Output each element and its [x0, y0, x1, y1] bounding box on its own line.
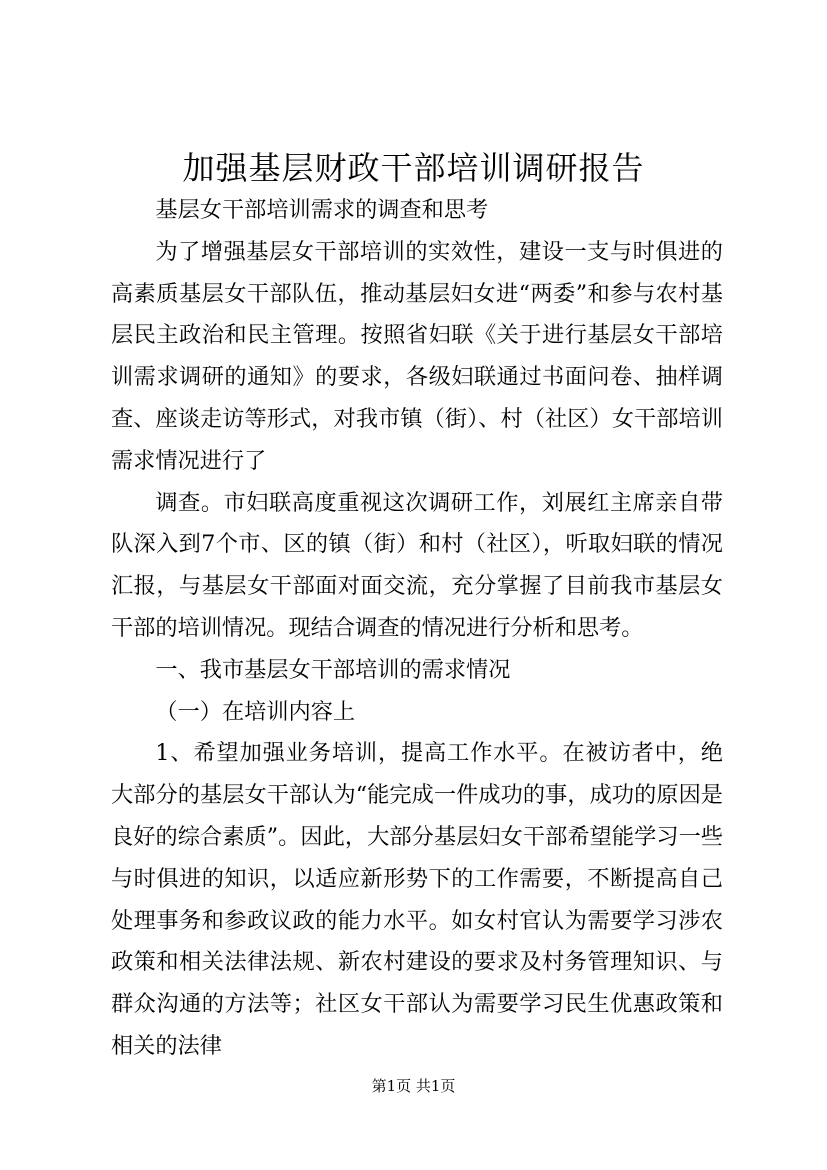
document-body — [111, 190, 723, 1068]
subsection-heading: （一）在培训内容上 — [155, 698, 356, 725]
page-footer: 第1页 共1页 — [371, 1077, 456, 1095]
document-title: 加强基层财政干部培训调研报告 — [182, 149, 645, 187]
body-paragraph: 为了增强基层女干部培训的实效性，建设一支与时俱进的高素质基层女干部队伍，推动基层妇女进“两委”和参与农村基层民主政治和民主管理。按照省妇联《关于进行基层女干部培训需求调研的通知》的要求，各级妇联通过书面问卷、抽样调查、座谈走访等形式，对我市镇（街）、村（社区）女干部培训需求情况进行了 — [111, 238, 723, 474]
section-heading: 一、我市基层女干部培训的需求情况 — [155, 656, 511, 683]
body-paragraph: 调查。市妇联高度重视这次调研工作，刘展红主席亲自带队深入到7个市、区的镇（街）和村（社区），听取妇联的情况汇报，与基层女干部面对面交流，充分掌握了目前我市基层女干部的培训情况。现结合调查的情况进行分析和思考。 — [111, 489, 723, 641]
subtitle-paragraph: 基层女干部培训需求的调查和思考 — [155, 197, 489, 223]
body-paragraph: 1、希望加强业务培训，提高工作水平。在被访者中，绝大部分的基层女干部认为“能完成一件成功的事，成功的原因是良好的综合素质”。因此，大部分基层妇女干部希望能学习一些与时俱进的知识，以适应新形势下的工作需要，不断提高自己处理事务和参政议政的能力水平。如女村官认为需要学习涉农政策和相关法律法规、新农村建设的要求及村务管理知识、与群众沟通的方法等；社区女干部认为需要学习民生优惠政策和相关的法律 — [111, 740, 723, 1059]
